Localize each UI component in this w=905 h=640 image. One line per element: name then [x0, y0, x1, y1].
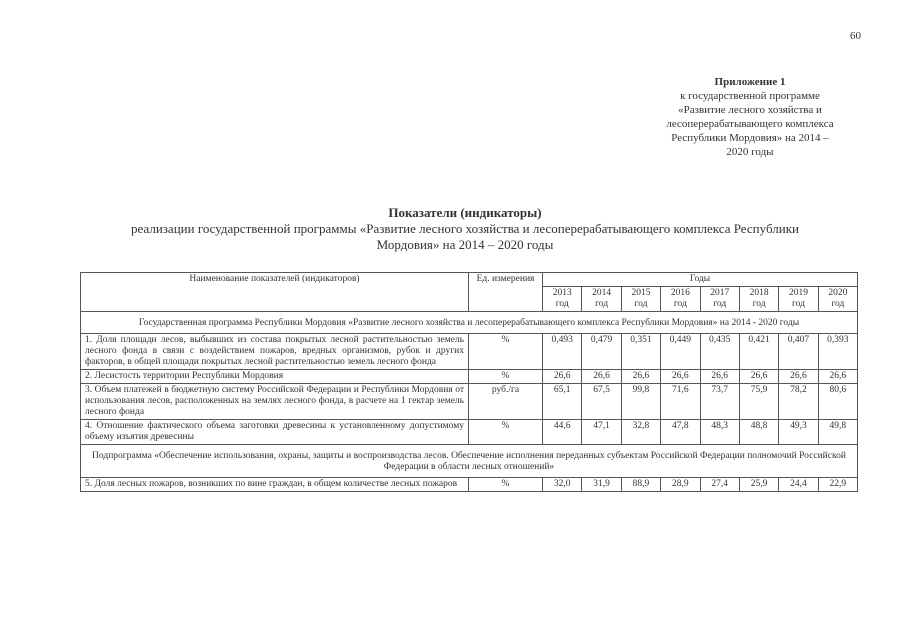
document-subtitle-line1: реализации государственной программы «Развитие лесного хозяйства и лесоперерабатывающего комплекса Республики	[131, 221, 799, 236]
indicator-value: 0,351	[621, 334, 660, 370]
document-heading	[80, 205, 850, 253]
header-year: 2014 год	[582, 287, 621, 312]
table-row	[81, 420, 858, 445]
indicator-value: 28,9	[661, 478, 700, 492]
appendix-line: «Развитие лесного хозяйства и	[678, 104, 822, 116]
indicator-value: 49,3	[779, 420, 818, 445]
appendix-title: Приложение 1	[714, 76, 786, 88]
table-row	[81, 370, 858, 384]
appendix-block	[640, 75, 860, 159]
table-row	[81, 478, 858, 492]
indicator-value: 26,6	[739, 370, 778, 384]
header-year: 2020 год	[818, 287, 857, 312]
indicator-value: 99,8	[621, 384, 660, 420]
indicator-value: 32,0	[543, 478, 582, 492]
indicator-value: 67,5	[582, 384, 621, 420]
indicator-unit: %	[469, 370, 543, 384]
indicator-name: 1. Доля площади лесов, выбывших из состава покрытых лесной растительностью земель лесного фонда в связи с воздействием пожаров, вредных организмов, рубок и других факторов, в общей площади покрытых лесной растительностью земель лесного фонда	[81, 334, 469, 370]
header-years-group: Годы	[543, 273, 858, 287]
header-year: 2017 год	[700, 287, 739, 312]
indicator-value: 26,6	[543, 370, 582, 384]
indicator-value: 0,449	[661, 334, 700, 370]
indicator-value: 78,2	[779, 384, 818, 420]
section-row	[81, 445, 858, 478]
indicator-value: 48,8	[739, 420, 778, 445]
indicator-value: 65,1	[543, 384, 582, 420]
header-year: 2016 год	[661, 287, 700, 312]
indicator-unit: руб./га	[469, 384, 543, 420]
indicator-value: 26,6	[779, 370, 818, 384]
appendix-line: 2020 годы	[726, 146, 774, 158]
indicator-value: 0,479	[582, 334, 621, 370]
header-year: 2018 год	[739, 287, 778, 312]
section-row	[81, 312, 858, 334]
indicator-value: 32,8	[621, 420, 660, 445]
appendix-line: Республики Мордовия» на 2014 –	[671, 132, 829, 144]
header-year: 2013 год	[543, 287, 582, 312]
indicator-value: 49,8	[818, 420, 857, 445]
indicator-unit: %	[469, 334, 543, 370]
indicator-value: 0,393	[818, 334, 857, 370]
header-row	[81, 273, 858, 287]
indicator-value: 0,421	[739, 334, 778, 370]
table-row	[81, 334, 858, 370]
indicator-unit: %	[469, 478, 543, 492]
header-year: 2019 год	[779, 287, 818, 312]
appendix-line: к государственной программе	[680, 90, 820, 102]
section-title: Подпрограмма «Обеспечение использования, охраны, защиты и воспроизводства лесов. Обеспечение исполнения переданных субъектам Российской Федерации полномочий Российской Федерации в области лесных отношений»	[81, 445, 858, 478]
indicator-value: 26,6	[621, 370, 660, 384]
page-number: 60	[850, 30, 861, 42]
indicator-value: 22,9	[818, 478, 857, 492]
appendix-line: лесоперерабатывающего комплекса	[666, 118, 834, 130]
section-title: Государственная программа Республики Мордовия «Развитие лесного хозяйства и лесоперерабатывающего комплекса Республики Мордовия» на 2014 - 2020 годы	[81, 312, 858, 334]
indicators-table	[80, 272, 858, 492]
indicator-value: 27,4	[700, 478, 739, 492]
indicator-value: 31,9	[582, 478, 621, 492]
indicator-value: 0,407	[779, 334, 818, 370]
indicator-value: 0,435	[700, 334, 739, 370]
indicator-value: 75,9	[739, 384, 778, 420]
header-year: 2015 год	[621, 287, 660, 312]
indicator-name: 4. Отношение фактического объема заготовки древесины к установленному допустимому объему изъятия древесины	[81, 420, 469, 445]
indicator-name: 3. Объем платежей в бюджетную систему Российской Федерации и Республики Мордовия от использования лесов, расположенных на землях лесного фонда, в расчете на 1 гектар земель лесного фонда	[81, 384, 469, 420]
indicator-name: 5. Доля лесных пожаров, возникших по вине граждан, в общем количестве лесных пожаров	[81, 478, 469, 492]
indicator-value: 71,6	[661, 384, 700, 420]
table-row	[81, 384, 858, 420]
indicator-value: 80,6	[818, 384, 857, 420]
indicator-value: 73,7	[700, 384, 739, 420]
document-title: Показатели (индикаторы)	[388, 205, 542, 220]
indicator-value: 44,6	[543, 420, 582, 445]
document-subtitle-line2: Мордовия» на 2014 – 2020 годы	[376, 237, 554, 252]
header-name: Наименование показателей (индикаторов)	[81, 273, 469, 312]
indicator-value: 0,493	[543, 334, 582, 370]
indicator-value: 26,6	[700, 370, 739, 384]
indicator-value: 26,6	[582, 370, 621, 384]
indicator-value: 47,1	[582, 420, 621, 445]
indicator-value: 26,6	[661, 370, 700, 384]
indicator-value: 88,9	[621, 478, 660, 492]
indicator-unit: %	[469, 420, 543, 445]
indicator-value: 47,8	[661, 420, 700, 445]
header-unit: Ед. измерения	[469, 273, 543, 312]
indicator-value: 24,4	[779, 478, 818, 492]
indicator-value: 48,3	[700, 420, 739, 445]
indicator-name: 2. Лесистость территории Республики Мордовия	[81, 370, 469, 384]
indicator-value: 25,9	[739, 478, 778, 492]
indicator-value: 26,6	[818, 370, 857, 384]
